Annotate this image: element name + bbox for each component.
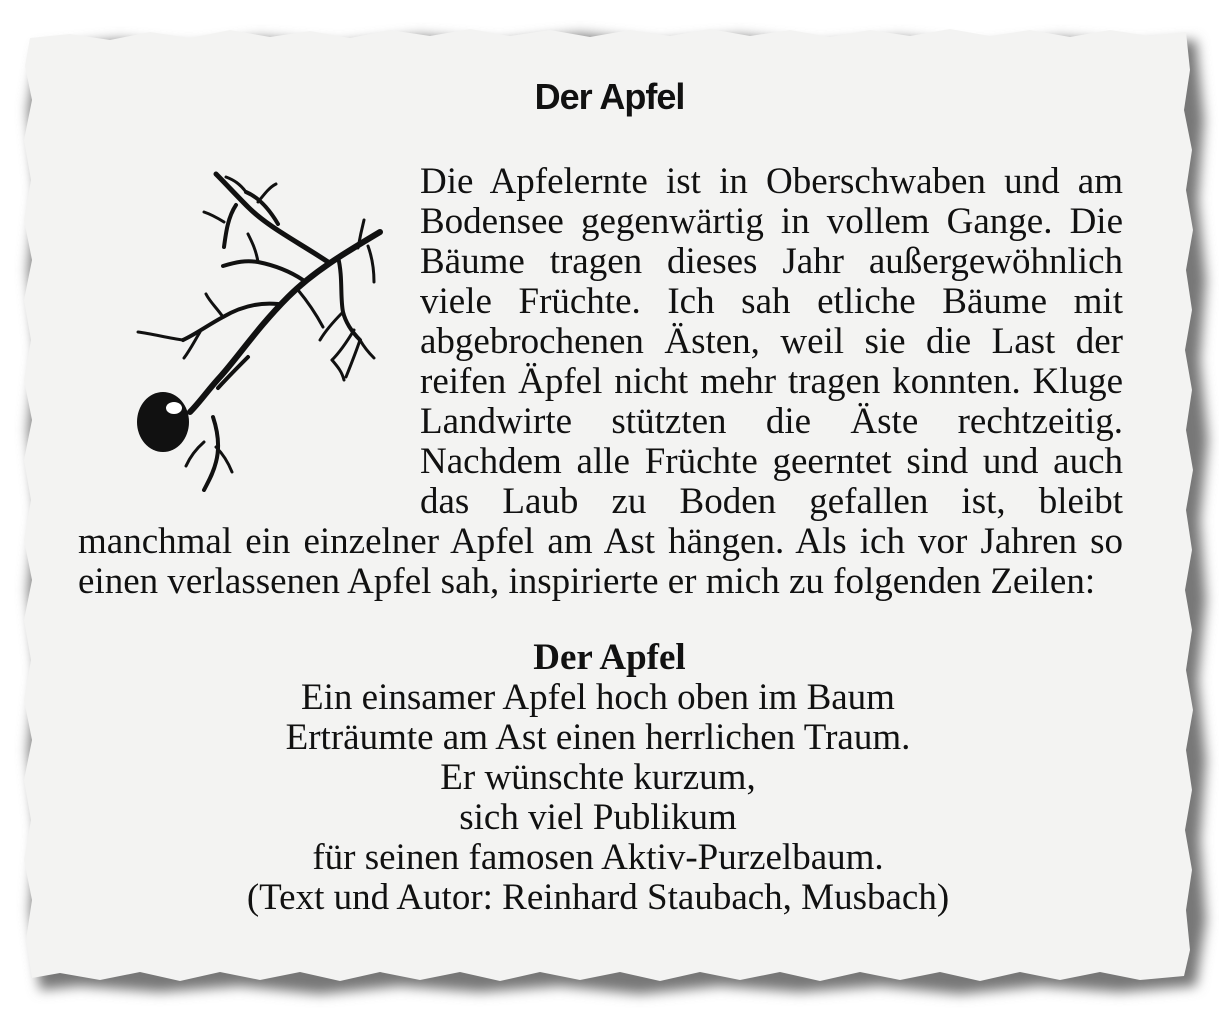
paragraph-line: Landwirte stützten die Äste rechtzeitig. <box>420 401 1123 442</box>
poem-line: Er wünschte kurzum, <box>440 757 756 798</box>
paragraph-line: reifen Äpfel nicht mehr tragen konnten. Kluge <box>420 361 1123 402</box>
poem-line: Erträumte am Ast einen herrlichen Traum. <box>285 717 911 758</box>
poem-title: Der Apfel <box>533 637 686 678</box>
paragraph-line: Bodensee gegenwärtig in vollem Gange. Die <box>420 201 1123 242</box>
paragraph-line: das Laub zu Boden gefallen ist, bleibt <box>420 481 1123 522</box>
poem-line: Ein einsamer Apfel hoch oben im Baum <box>301 677 895 718</box>
paragraph-line: manchmal ein einzelner Apfel am Ast hängen. Als ich vor Jahren so <box>78 521 1123 562</box>
poem-line: sich viel Publikum <box>459 797 737 838</box>
paragraph-line: viele Früchte. Ich sah etliche Bäume mit <box>420 281 1123 322</box>
poem-credit: (Text und Autor: Reinhard Staubach, Musbach) <box>246 877 950 918</box>
paragraph-line: einen verlassenen Apfel sah, inspirierte er mich zu folgenden Zeilen: <box>78 561 1096 602</box>
poem-line: für seinen famosen Aktiv-Purzelbaum. <box>312 837 884 878</box>
apple-branch-icon <box>128 162 398 492</box>
paragraph-line: Die Apfelernte ist in Oberschwaben und am <box>420 161 1123 202</box>
paragraph-line: Nachdem alle Früchte geerntet sind und auch <box>420 441 1123 482</box>
paragraph-line: Bäume tragen dieses Jahr außergewöhnlich <box>420 241 1123 282</box>
paragraph-line: abgebrochenen Ästen, weil sie die Last der <box>420 321 1123 362</box>
article-title: Der Apfel <box>534 76 685 117</box>
